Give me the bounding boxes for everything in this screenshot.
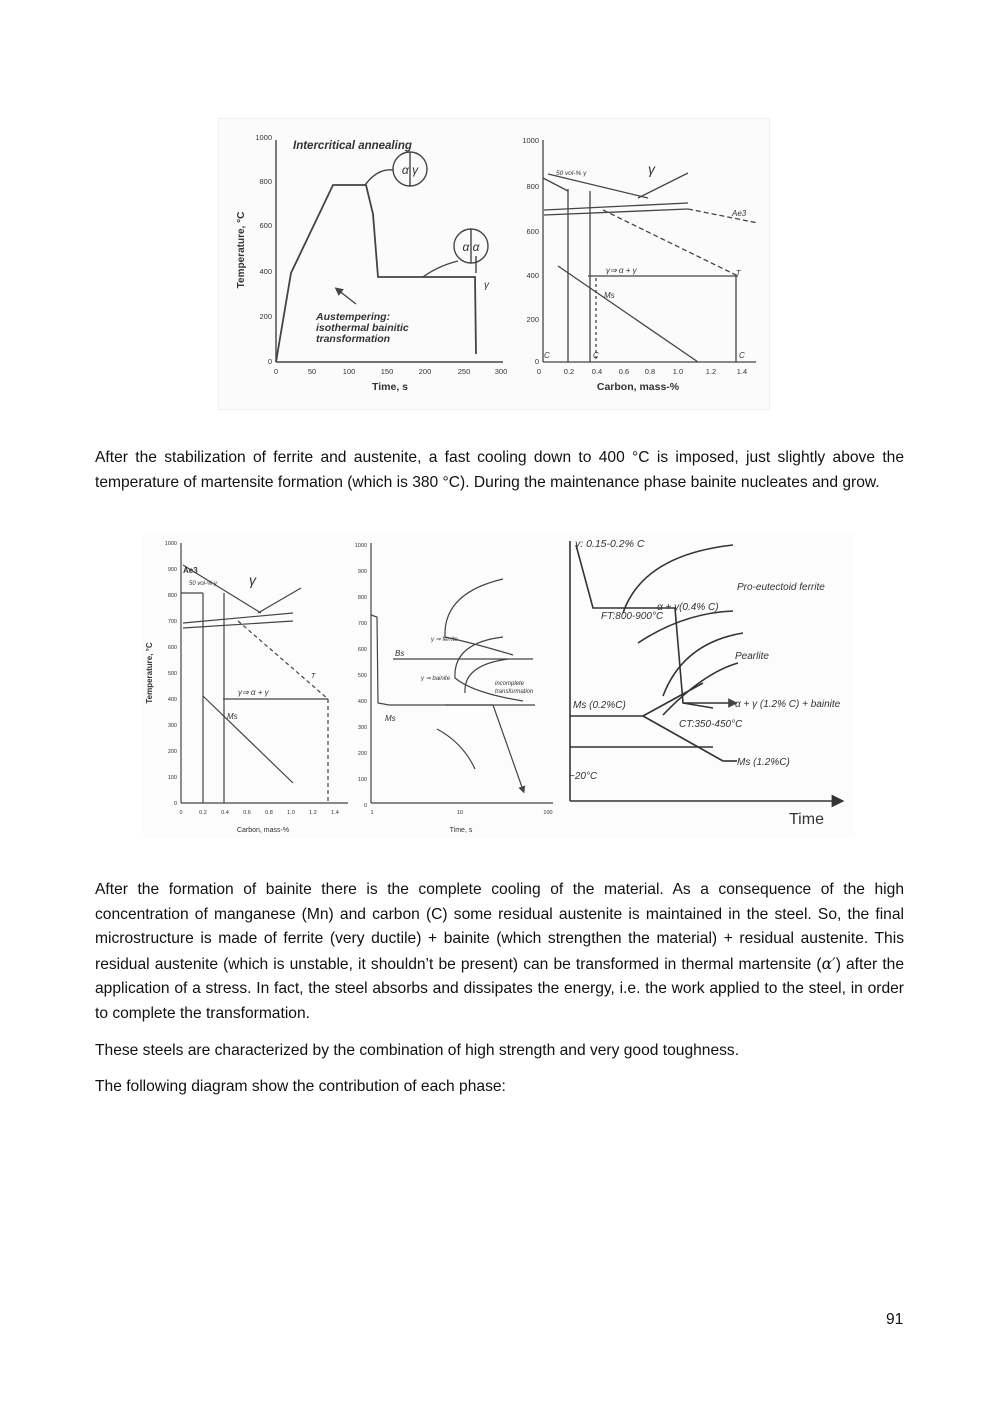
page-number: 91 [886, 1311, 904, 1328]
svg-text:800: 800 [259, 177, 272, 186]
svg-text:800: 800 [357, 595, 367, 601]
panel-b-ms: Ms [385, 714, 396, 723]
svg-text:0: 0 [273, 367, 279, 376]
svg-text:900: 900 [167, 567, 177, 573]
svg-text:1.0: 1.0 [287, 810, 295, 816]
svg-text:700: 700 [167, 619, 177, 625]
transform-label: γ⇒ α + γ [606, 266, 637, 275]
svg-text:500: 500 [357, 673, 367, 679]
svg-text:300: 300 [357, 725, 367, 731]
gamma-label: γ [648, 161, 655, 177]
circle2-label: α α [462, 240, 480, 254]
panel-a-gamma: γ [249, 572, 256, 588]
paragraph-bainite-text-1: After the formation of bainite there is the complete cooling of the material. As a consequence of the high concentration of manganese (Mn) and carbon (C) some residual austenite is maintained in the steel. So, the final microstructure is made of ferrite (very ductile) + bainite (which strengthen the material) + residual austenite. This residual austenite (which is unstable, it shouldn’t be present) can be transformed in thermal martensite ( [95, 881, 904, 973]
svg-text:800: 800 [167, 593, 177, 599]
svg-text:0: 0 [534, 357, 539, 366]
panel-a-xlabel: Carbon, mass-% [236, 827, 290, 834]
panel-a-ylabel: Temperature, °C [145, 642, 154, 704]
paragraph-bainite-formation [95, 878, 904, 1027]
austempering-label-3: transformation [316, 333, 391, 345]
panel-a-vol: 50 vol-% γ [189, 581, 218, 587]
svg-text:100: 100 [342, 367, 356, 376]
svg-text:700: 700 [357, 621, 367, 627]
svg-text:400: 400 [357, 699, 367, 705]
panel-a-ms: Ms [227, 712, 238, 721]
svg-text:1.2: 1.2 [309, 810, 317, 816]
c-label-1: C [544, 351, 550, 360]
svg-text:1: 1 [370, 810, 374, 816]
panel-c-ms02: Ms (0.2%C) [573, 700, 626, 711]
svg-text:0.8: 0.8 [265, 810, 273, 816]
svg-text:100: 100 [543, 810, 553, 816]
figure-intercritical-annealing [218, 118, 770, 410]
svg-text:500: 500 [167, 671, 177, 677]
annealing-title: Intercritical annealing [293, 140, 412, 152]
panel-a-ae3: Ae3 [183, 566, 198, 575]
ae3-label: Ae3 [732, 209, 747, 218]
svg-text:250: 250 [457, 367, 471, 376]
circle1-label: α γ [401, 163, 419, 177]
panel-c-pearlite: Pearlite [735, 651, 769, 662]
svg-text:400: 400 [167, 697, 177, 703]
svg-text:0.6: 0.6 [243, 810, 251, 816]
svg-text:0.2: 0.2 [199, 810, 207, 816]
svg-text:1000: 1000 [255, 133, 272, 142]
svg-text:800: 800 [526, 182, 539, 191]
panel-c-time: Time [789, 811, 824, 828]
panel-c-gamma-c: γ: 0.15-0.2% C [575, 538, 645, 550]
panel-b-xlabel: Time, s [449, 827, 473, 834]
panel-c-ft: FT:800-900°C [601, 611, 664, 622]
svg-text:900: 900 [357, 569, 367, 575]
svg-text:150: 150 [380, 367, 394, 376]
svg-text:10: 10 [456, 810, 464, 816]
panel-c-a-gamma: α + γ(0.4% C) [657, 602, 719, 613]
annealing-xlabel: Time, s [372, 381, 408, 393]
panel-c-ct: CT:350-450°C [679, 719, 743, 730]
panel-c-bainite: α + γ (1.2% C) + bainite [735, 699, 841, 710]
panel-c-ms12: Ms (1.2%C) [737, 757, 790, 768]
svg-text:0.4: 0.4 [221, 810, 229, 816]
svg-text:0.8: 0.8 [644, 367, 656, 376]
panel-b-bs: Bs [395, 649, 405, 658]
svg-text:1.2: 1.2 [705, 367, 717, 376]
svg-text:600: 600 [526, 227, 539, 236]
panel-c-pro-eutectoid: Pro-eutectoid ferrite [737, 582, 825, 593]
austempering-label: Austempering: [316, 311, 391, 323]
svg-text:600: 600 [357, 647, 367, 653]
svg-text:600: 600 [259, 221, 272, 230]
svg-text:1.4: 1.4 [331, 810, 339, 816]
svg-text:1000: 1000 [164, 541, 177, 547]
vol-label: 50 vol-% γ [556, 170, 587, 177]
svg-text:50: 50 [307, 367, 317, 376]
panel-a-transform: γ⇒ α + γ [238, 688, 269, 697]
panel-b-incomplete: incomplete [495, 681, 525, 687]
annealing-ylabel: Temperature, °C [236, 211, 247, 289]
svg-text:400: 400 [526, 271, 539, 280]
svg-text:600: 600 [167, 645, 177, 651]
martensite-symbol: α′ [821, 954, 836, 973]
svg-text:1.4: 1.4 [736, 367, 748, 376]
svg-text:300: 300 [167, 723, 177, 729]
panel-b-bainite: γ ⇒ bainite [421, 676, 451, 682]
svg-text:200: 200 [526, 315, 539, 324]
svg-text:400: 400 [259, 267, 272, 276]
svg-text:0: 0 [536, 367, 542, 376]
c-label-3: C [739, 351, 745, 360]
austempering-label-2: isothermal bainitic [316, 322, 409, 334]
svg-text:1000: 1000 [522, 136, 539, 145]
panel-a-t0: T [311, 673, 316, 680]
svg-text:100: 100 [167, 775, 177, 781]
svg-text:200: 200 [418, 367, 432, 376]
svg-text:300: 300 [494, 367, 508, 376]
ms-label: Ms [604, 291, 615, 300]
svg-text:0: 0 [173, 801, 177, 807]
svg-text:100: 100 [357, 777, 367, 783]
panel-b-incomplete-2: transformation [495, 689, 534, 695]
carbon-xlabel: Carbon, mass-% [596, 381, 680, 393]
svg-text:1000: 1000 [354, 543, 367, 549]
c-label-2: C [593, 351, 599, 360]
t0-label: T [736, 268, 741, 277]
svg-text:0.6: 0.6 [618, 367, 630, 376]
svg-text:0: 0 [363, 803, 367, 809]
svg-text:0: 0 [267, 357, 272, 366]
svg-text:200: 200 [259, 312, 272, 321]
paragraph-stabilization: After the stabilization of ferrite and austenite, a fast cooling down to 400 °C is imposed, just slightly above the temperature of martensite formation (which is 380 °C). During the maintenance phase bainite nucleates and grow. [95, 449, 904, 491]
paragraph-characterized: These steels are characterized by the combination of high strength and very good toughness. [95, 1042, 740, 1059]
svg-text:200: 200 [357, 751, 367, 757]
panel-c-m20: ~20°C [569, 771, 598, 782]
svg-text:200: 200 [167, 749, 177, 755]
panel-b-ferrite: γ ⇒ ferrite [431, 637, 458, 643]
paragraph-bainite-text-2: ) after the application of a stress. In fact, the steel absorbs and dissipates the energy, i.e. the work applied to the steel, in order to complete the transformation. [95, 955, 904, 1022]
svg-text:0: 0 [179, 810, 183, 816]
svg-text:0.4: 0.4 [591, 367, 603, 376]
paragraph-diagram-intro: The following diagram show the contribution of each phase: [95, 1078, 506, 1095]
gamma-ret-label: γ [484, 280, 489, 291]
svg-text:0.2: 0.2 [563, 367, 575, 376]
figure-bainite-transformation [143, 533, 855, 838]
svg-text:1.0: 1.0 [672, 367, 684, 376]
